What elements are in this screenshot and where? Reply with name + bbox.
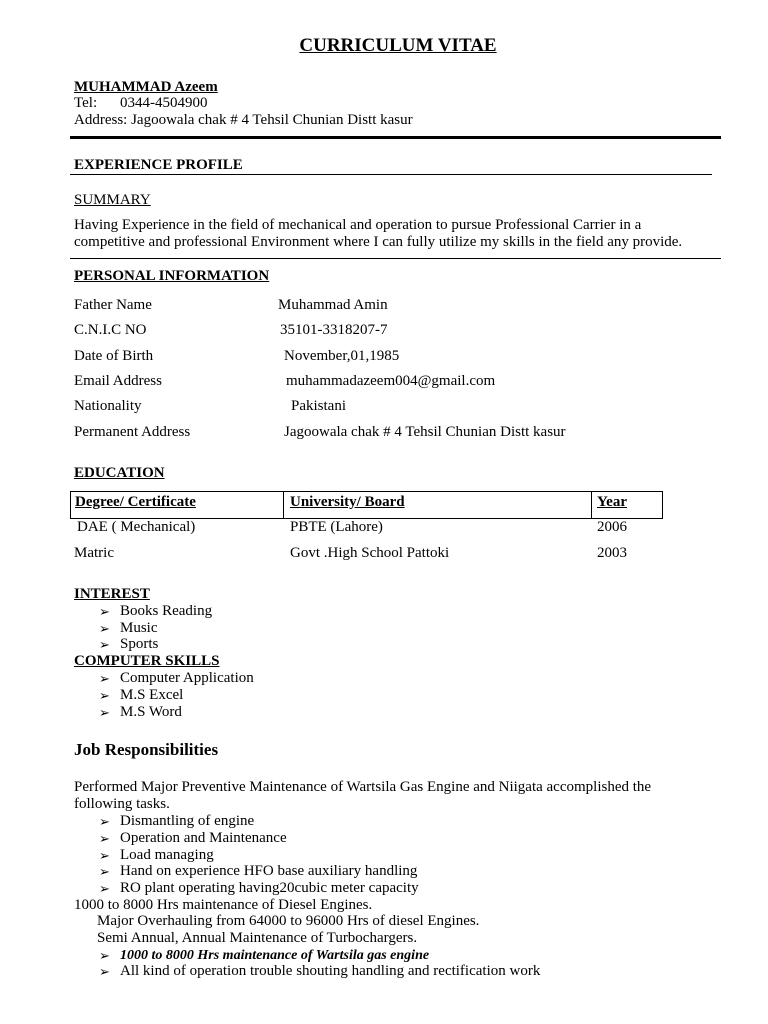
education-cell: Matric [74, 545, 114, 561]
arrow-bullet-icon: ➢ [99, 881, 110, 896]
summary-divider [70, 258, 721, 259]
personal-label: Email Address [74, 373, 162, 389]
personal-value: November,01,1985 [284, 348, 400, 364]
job-bullet-last: All kind of operation trouble shouting handling and rectification work [120, 963, 541, 979]
arrow-bullet-icon: ➢ [99, 831, 110, 846]
education-cell: 2006 [597, 519, 627, 535]
education-col-degree: Degree/ Certificate [75, 494, 196, 510]
personal-label: Date of Birth [74, 348, 154, 364]
summary-heading: SUMMARY [74, 192, 151, 208]
personal-value: 35101-3318207-7 [280, 322, 388, 338]
arrow-bullet-icon: ➢ [99, 848, 110, 863]
job-intro-line-2: following tasks. [74, 796, 170, 812]
skill-item: Computer Application [120, 670, 254, 686]
page-title: CURRICULUM VITAE [299, 35, 497, 56]
personal-value: Jagoowala chak # 4 Tehsil Chunian Distt kasur [284, 424, 566, 440]
header-divider [70, 136, 721, 139]
arrow-bullet-icon: ➢ [99, 688, 110, 703]
personal-value: muhammadazeem004@gmail.com [286, 373, 496, 389]
arrow-bullet-icon: ➢ [99, 864, 110, 879]
interest-item: Sports [120, 636, 159, 652]
education-column-divider [283, 491, 284, 519]
job-task: RO plant operating having20cubic meter capacity [120, 880, 419, 896]
arrow-bullet-icon: ➢ [99, 621, 110, 636]
summary-line-2: competitive and professional Environment where I can fully utilize my skills in the field any provide. [74, 234, 683, 250]
experience-divider [70, 174, 712, 175]
job-bullet-bold: 1000 to 8000 Hrs maintenance of Wartsila gas engine [120, 948, 430, 963]
education-column-divider [591, 491, 592, 519]
personal-heading: PERSONAL INFORMATION [74, 268, 270, 284]
arrow-bullet-icon: ➢ [99, 604, 110, 619]
education-heading: EDUCATION [74, 465, 165, 481]
education-cell: PBTE (Lahore) [290, 519, 383, 535]
tel-label: Tel: [74, 95, 98, 111]
arrow-bullet-icon: ➢ [99, 637, 110, 652]
applicant-name: MUHAMMAD Azeem [74, 79, 218, 95]
arrow-bullet-icon: ➢ [99, 814, 110, 829]
education-cell: Govt .High School Pattoki [290, 545, 450, 561]
interest-item: Books Reading [120, 603, 213, 619]
personal-label: Father Name [74, 297, 152, 313]
job-task: Dismantling of engine [120, 813, 255, 829]
skill-item: M.S Word [120, 704, 182, 720]
address-line: Address: Jagoowala chak # 4 Tehsil Chunian Distt kasur [74, 112, 413, 128]
personal-value: Pakistani [291, 398, 346, 414]
education-col-year: Year [597, 494, 627, 510]
job-task: Load managing [120, 847, 214, 863]
skills-heading: COMPUTER SKILLS [74, 653, 220, 669]
job-task: Hand on experience HFO base auxiliary handling [120, 863, 418, 879]
education-col-university: University/ Board [290, 494, 405, 510]
interest-item: Music [120, 620, 158, 636]
arrow-bullet-icon: ➢ [99, 948, 110, 963]
skill-item: M.S Excel [120, 687, 184, 703]
education-cell: DAE ( Mechanical) [77, 519, 196, 535]
job-line-a: 1000 to 8000 Hrs maintenance of Diesel Engines. [74, 897, 373, 913]
education-cell: 2003 [597, 545, 627, 561]
arrow-bullet-icon: ➢ [99, 671, 110, 686]
tel-value: 0344-4504900 [120, 95, 208, 111]
personal-label: Nationality [74, 398, 142, 414]
personal-label: Permanent Address [74, 424, 191, 440]
job-line-b: Major Overhauling from 64000 to 96000 Hrs of diesel Engines. [97, 913, 480, 929]
experience-heading: EXPERIENCE PROFILE [74, 157, 243, 173]
job-task: Operation and Maintenance [120, 830, 287, 846]
personal-label: C.N.I.C NO [74, 322, 147, 338]
arrow-bullet-icon: ➢ [99, 964, 110, 979]
job-line-c: Semi Annual, Annual Maintenance of Turbochargers. [97, 930, 418, 946]
personal-value: Muhammad Amin [278, 297, 388, 313]
arrow-bullet-icon: ➢ [99, 705, 110, 720]
interest-heading: INTEREST [74, 586, 150, 602]
job-heading: Job Responsibilities [74, 740, 219, 759]
job-intro-line-1: Performed Major Preventive Maintenance of Wartsila Gas Engine and Niigata accomplished the [74, 779, 652, 795]
summary-line-1: Having Experience in the field of mechanical and operation to pursue Professional Carrier in a [74, 217, 642, 233]
